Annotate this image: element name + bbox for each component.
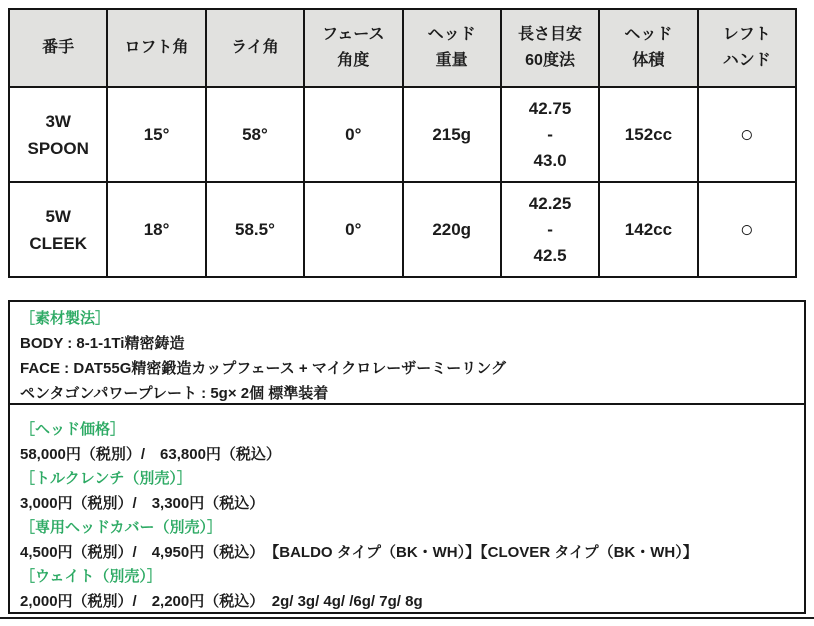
col-header-face-angle (304, 9, 402, 87)
club-number: 5W (45, 206, 71, 226)
weight-option-label: ［ウェイト（別売）］ (20, 568, 162, 585)
col-header-volume-line1: ヘッド (624, 26, 673, 43)
circle-mark: ○ (739, 215, 754, 242)
cell-weight-3w: 215g (403, 87, 501, 182)
length-max: 42.25 (528, 193, 572, 213)
material-plate-line: ペンタゴンパワープレート : 5g× 2個 標準装着 (20, 385, 329, 402)
cell-loft-5w: 18° (107, 182, 205, 277)
length-min: 42.5 (533, 245, 567, 265)
col-header-head-weight (403, 9, 501, 87)
cell-lefthand-5w (698, 182, 796, 277)
bottom-divider (0, 617, 814, 619)
col-header-lie-label: ライ角 (231, 39, 279, 56)
cell-club-5w (9, 182, 107, 277)
length-max: 42.75 (528, 98, 572, 118)
cell-weight-5w: 220g (403, 182, 501, 277)
material-face-line: FACE : DAT55G精密鍛造カップフェース + マイクロレーザーミーリング (20, 360, 506, 377)
torque-wrench-value: 3,000円（税別）/ 3,300円（税込） (20, 494, 265, 512)
col-header-club (9, 9, 107, 87)
col-header-length-line2: 60度法 (525, 52, 575, 69)
club-name: SPOON (27, 138, 89, 158)
col-header-weight-line1: ヘッド (427, 26, 476, 43)
length-min: 43.0 (533, 150, 567, 170)
col-header-length (501, 9, 599, 87)
torque-wrench-label: ［トルクレンチ（別売）］ (20, 470, 192, 487)
table-row-3w (9, 87, 796, 182)
weight-option-value: 2,000円（税別）/ 2,200円（税込） 2g/ 3g/ 4g/ /6g/ 7g/ 8g (20, 592, 423, 610)
spec-table (8, 8, 797, 278)
material-info-box (8, 300, 806, 405)
table-row-5w (9, 182, 796, 277)
length-dash: - (547, 219, 553, 239)
cell-length-3w (501, 87, 599, 182)
col-header-face-line2: 角度 (337, 52, 370, 69)
col-header-left-hand (698, 9, 796, 87)
col-header-club-label: 番手 (42, 39, 75, 56)
cell-club-3w (9, 87, 107, 182)
cell-lie-3w: 58° (206, 87, 304, 182)
col-header-lefthand-line2: ハンド (722, 52, 771, 69)
spec-table-header (9, 9, 796, 87)
club-number: 3W (45, 111, 71, 131)
col-header-weight-line2: 重量 (435, 52, 468, 69)
head-cover-value: 4,500円（税別）/ 4,950円（税込） 【BALDO タイプ（BK・WH）】【CLOVER タイプ（BK・WH）】 (20, 543, 698, 561)
header-row (9, 9, 796, 87)
circle-mark: ○ (739, 120, 754, 147)
col-header-lie (206, 9, 304, 87)
cell-lie-5w: 58.5° (206, 182, 304, 277)
cell-volume-3w: 152cc (599, 87, 697, 182)
material-box-title: ［素材製法］ (20, 310, 111, 327)
cell-face-5w: 0° (304, 182, 402, 277)
col-header-lefthand-line1: レフト (722, 26, 771, 43)
col-header-length-line1: 長さ目安 (518, 26, 583, 43)
head-price-label: ［ヘッド価格］ (20, 421, 126, 438)
cell-volume-5w: 142cc (599, 182, 697, 277)
cell-face-3w: 0° (304, 87, 402, 182)
cell-length-5w (501, 182, 599, 277)
cell-loft-3w: 15° (107, 87, 205, 182)
cell-lefthand-3w (698, 87, 796, 182)
price-info-box (8, 403, 806, 614)
head-price-value: 58,000円（税別）/ 63,800円（税込） (20, 445, 281, 463)
material-body-line: BODY : 8-1-1Ti精密鋳造 (20, 335, 185, 352)
col-header-loft (107, 9, 205, 87)
col-header-loft-label: ロフト角 (124, 39, 189, 56)
col-header-face-line1: フェース (322, 26, 385, 43)
col-header-volume-line2: 体積 (632, 52, 665, 69)
club-name: CLEEK (29, 233, 87, 253)
head-cover-label: ［専用ヘッドカバー（別売）］ (20, 519, 223, 536)
col-header-head-volume (599, 9, 697, 87)
length-dash: - (547, 124, 553, 144)
